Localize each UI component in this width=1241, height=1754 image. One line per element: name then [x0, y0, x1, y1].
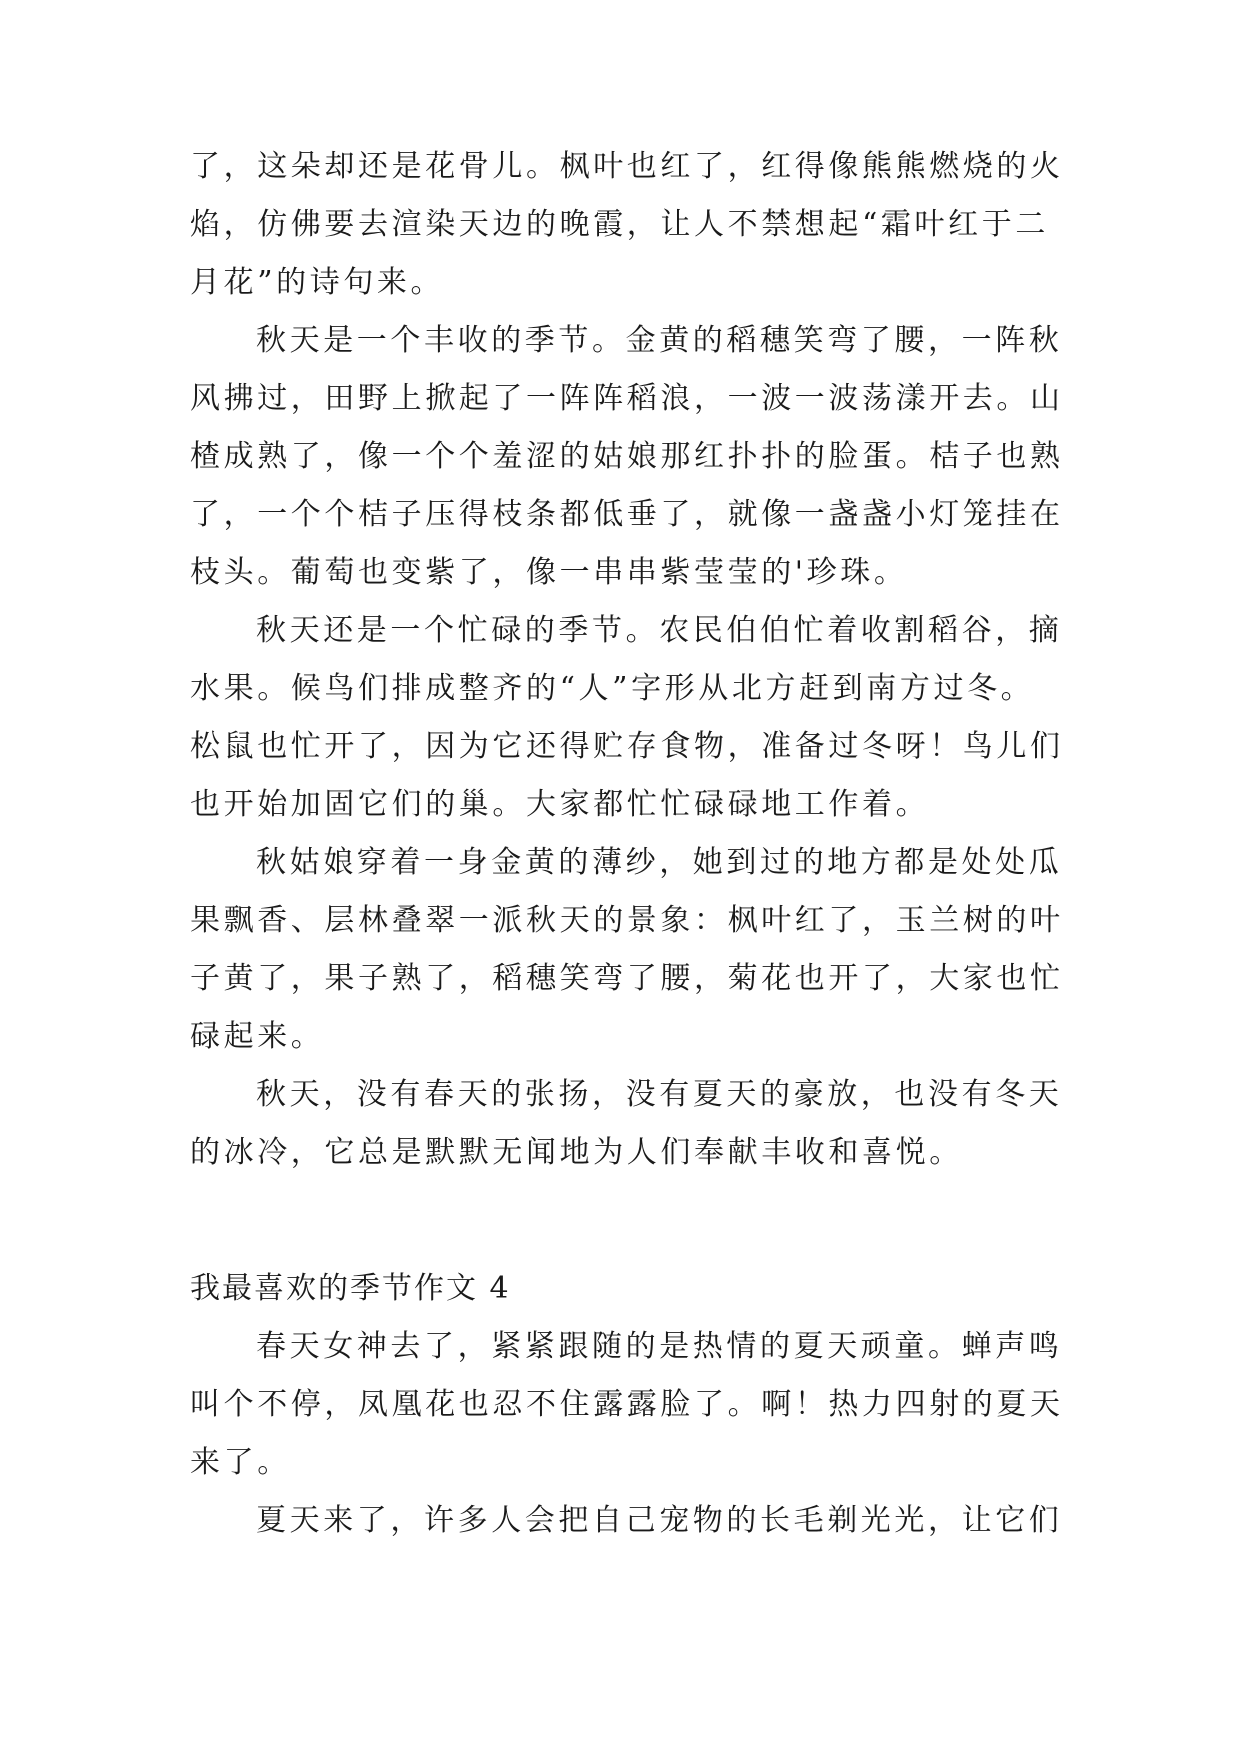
text-line: 夏天来了，许多人会把自己宠物的长毛剃光光，让它们 [256, 1503, 1063, 1538]
paragraph [190, 1066, 1070, 1182]
paragraph [190, 312, 1070, 602]
essay-title: 我最喜欢的季节作文 4 [190, 1271, 511, 1306]
text-line: 秋天，没有春天的张扬，没有夏天的豪放，也没有冬天 [256, 1077, 1063, 1112]
text-line: 秋天是一个丰收的季节。金黄的稻穗笑弯了腰，一阵秋 [256, 323, 1063, 358]
text-line: 楂成熟了，像一个个羞涩的姑娘那红扑扑的脸蛋。桔子也熟 [190, 439, 1064, 474]
paragraph [190, 138, 1070, 312]
text-line: 叫个不停，凤凰花也忍不住露露脸了。啊！热力四射的夏天 [190, 1387, 1064, 1422]
text-line: 的冰冷，它总是默默无闻地为人们奉献丰收和喜悦。 [190, 1135, 963, 1170]
text-line: 碌起来。 [190, 1019, 325, 1054]
paragraph [190, 1318, 1070, 1492]
essay-4-body [190, 1318, 1070, 1550]
essay-3-body [190, 138, 1070, 1182]
paragraph [190, 834, 1070, 1066]
text-line: 子黄了，果子熟了，稻穗笑弯了腰，菊花也开了，大家也忙 [190, 961, 1064, 996]
text-line: 了，一个个桔子压得枝条都低垂了，就像一盏盏小灯笼挂在 [190, 497, 1064, 532]
paragraph [190, 602, 1070, 834]
text-line: 果飘香、层林叠翠一派秋天的景象：枫叶红了，玉兰树的叶 [190, 903, 1064, 938]
text-line: 春天女神去了，紧紧跟随的是热情的夏天顽童。蝉声鸣 [256, 1329, 1063, 1364]
text-line: 焰，仿佛要去渲染天边的晚霞，让人不禁想起“霜叶红于二 [190, 207, 1049, 242]
text-line: 水果。候鸟们排成整齐的“人”字形从北方赶到南方过冬。 [190, 671, 1035, 706]
text-line: 月花”的诗句来。 [190, 265, 445, 300]
text-line: 秋姑娘穿着一身金黄的薄纱，她到过的地方都是处处瓜 [256, 845, 1063, 880]
text-line: 来了。 [190, 1445, 291, 1480]
paragraph [190, 1492, 1070, 1550]
text-line: 枝头。葡萄也变紫了，像一串串紫莹莹的'珍珠。 [190, 555, 908, 590]
text-line: 了，这朵却还是花骨儿。枫叶也红了，红得像熊熊燃烧的火 [190, 149, 1064, 184]
text-line: 也开始加固它们的巢。大家都忙忙碌碌地工作着。 [190, 787, 930, 822]
text-line: 秋天还是一个忙碌的季节。农民伯伯忙着收割稻谷，摘 [256, 613, 1063, 648]
text-line: 风拂过，田野上掀起了一阵阵稻浪，一波一波荡漾开去。山 [190, 381, 1064, 416]
text-line: 松鼠也忙开了，因为它还得贮存食物，准备过冬呀！鸟儿们 [190, 729, 1064, 764]
